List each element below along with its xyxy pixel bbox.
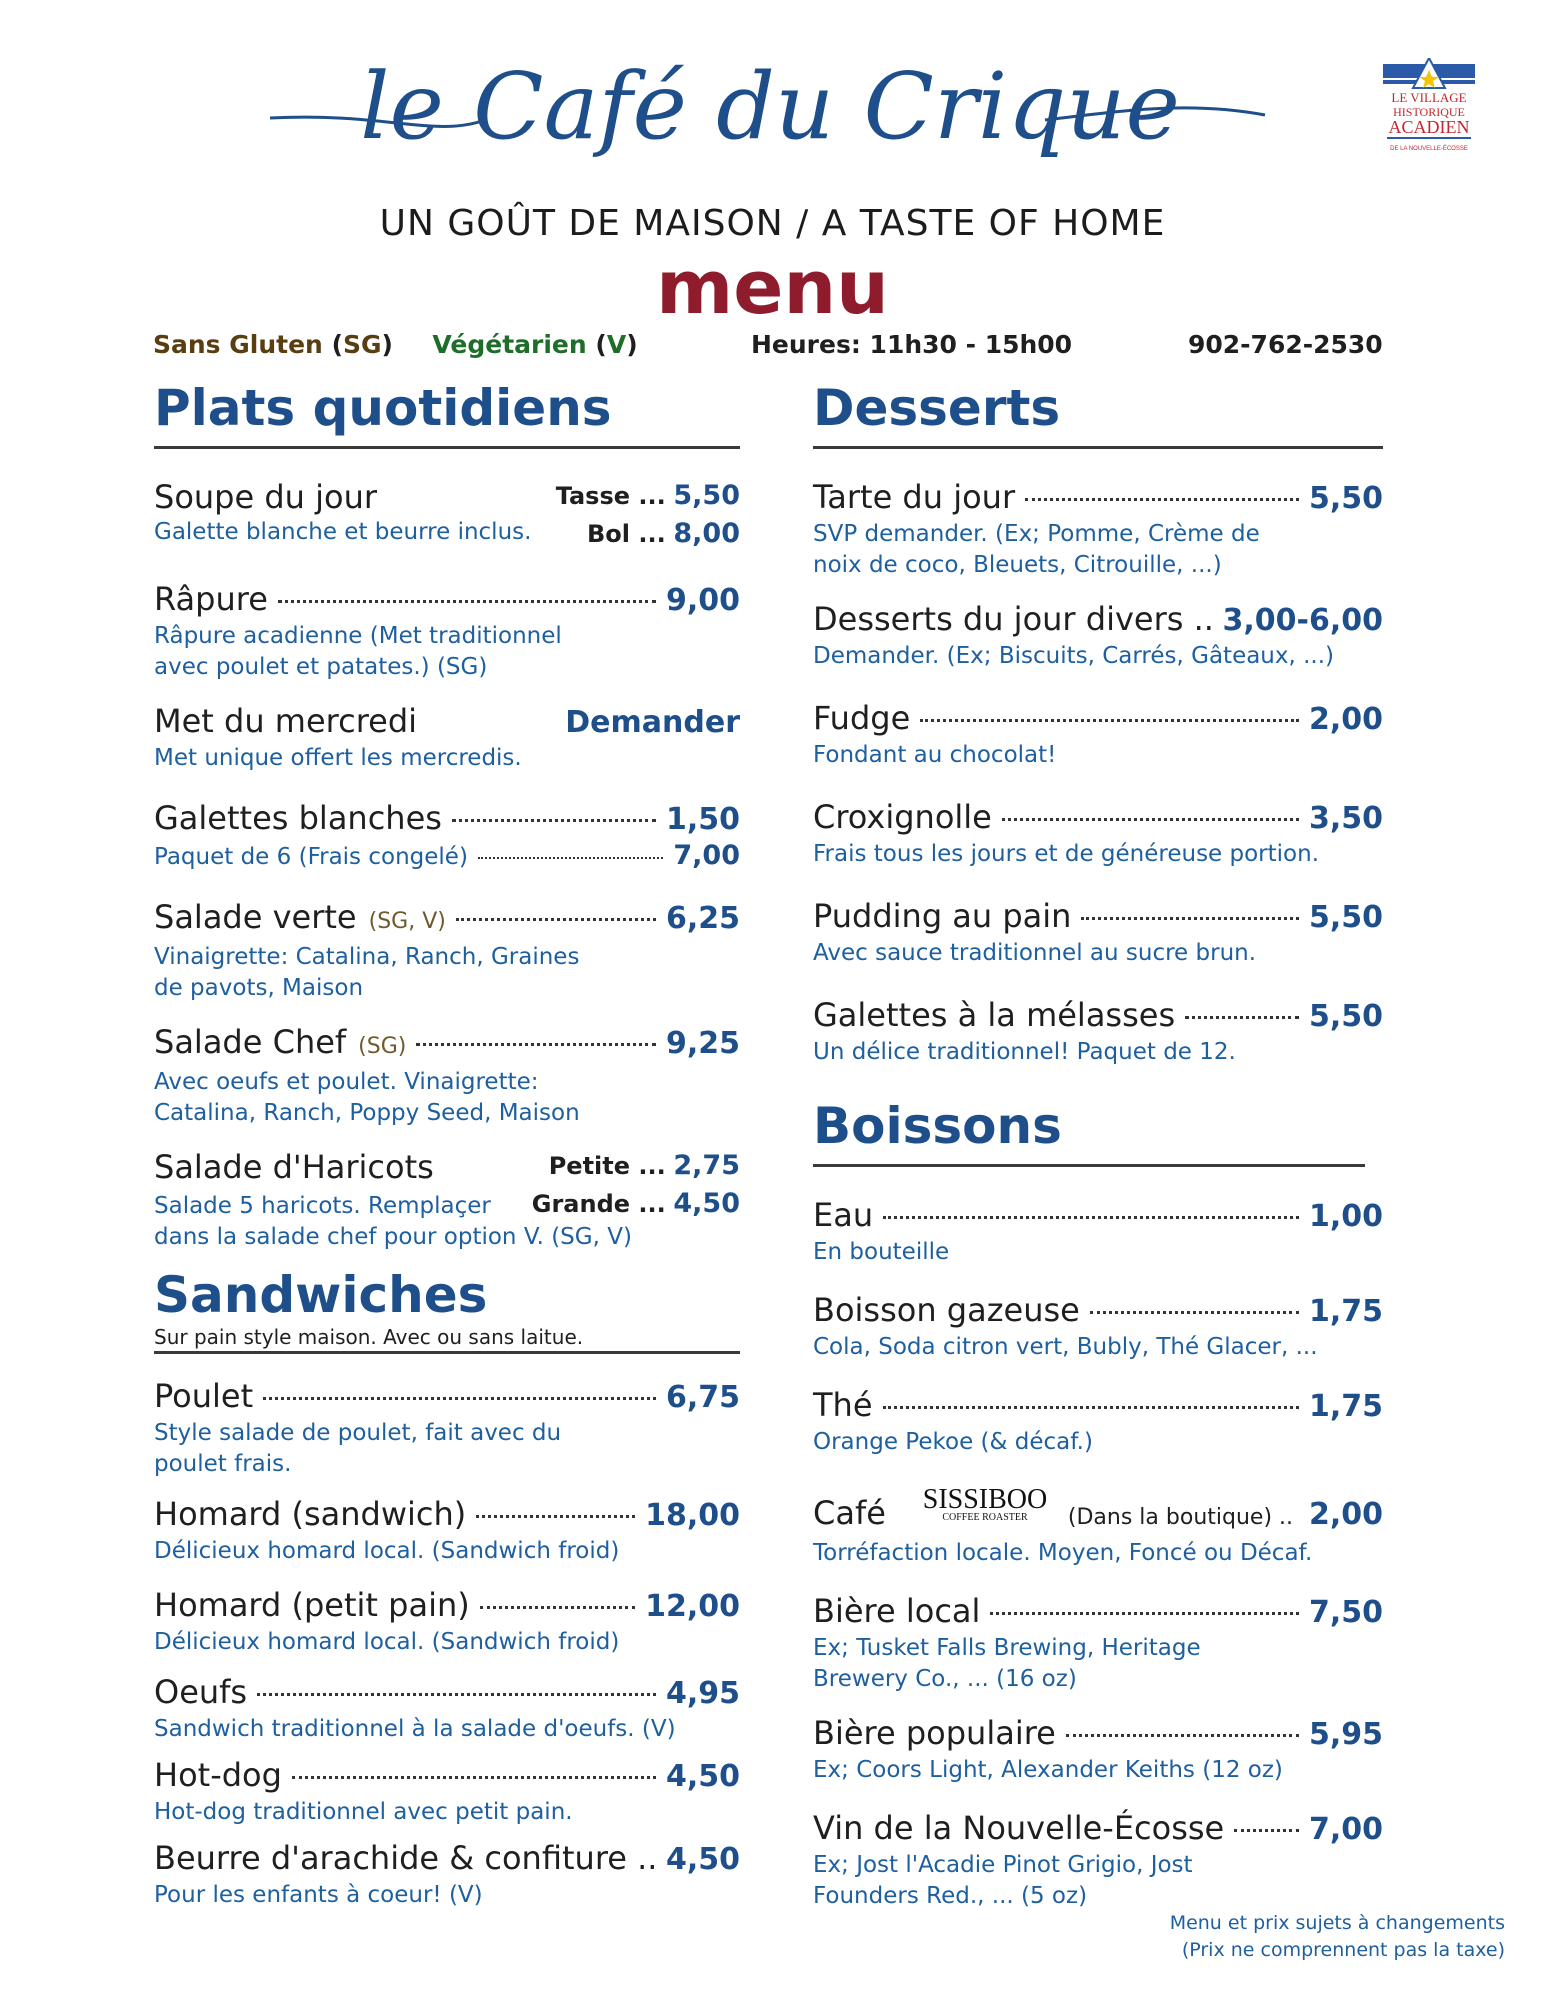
cafe-script-text: le Café du Crique: [360, 53, 1180, 160]
section-rule: [154, 446, 740, 449]
footer-line2: (Prix ne comprennent pas la taxe): [1181, 1939, 1505, 1961]
item-name: Salade Chef: [154, 1023, 347, 1061]
item-desc: avec poulet et patates.) (SG): [154, 654, 488, 680]
gluten-code: SG: [343, 330, 382, 359]
menu-item-rapure: [154, 579, 740, 683]
item-price: 2,00: [1308, 1497, 1383, 1532]
item-name: Vin de la Nouvelle-Écosse: [813, 1809, 1225, 1847]
item-desc: SVP demander. (Ex; Pomme, Crème de: [813, 521, 1260, 547]
item-name: Galettes blanches: [154, 799, 442, 837]
menu-item-mercredi: [154, 701, 740, 774]
logo-line2: HISTORIQUE: [1393, 105, 1465, 119]
menu-item-eau: [813, 1195, 1383, 1268]
hours: Heures: 11h30 - 15h00: [751, 330, 1073, 359]
size-label-tasse: Tasse ...: [555, 482, 666, 510]
menu-item-homard-sandwich: [154, 1494, 740, 1567]
item-desc: Brewery Co., ... (16 oz): [813, 1666, 1077, 1692]
item-desc: Pour les enfants à coeur! (V): [154, 1882, 483, 1908]
gluten-paren-open: (: [331, 330, 344, 359]
item-desc: Orange Pekoe (& décaf.): [813, 1429, 1093, 1455]
item-desc: Paquet de 6 (Frais congelé): [154, 844, 468, 870]
section-title-plats: Plats quotidiens: [154, 379, 612, 437]
item-name: Bière local: [813, 1592, 981, 1630]
size-label-grande: Grande ...: [531, 1190, 666, 1218]
item-price: 4,95: [665, 1676, 740, 1711]
item-name: Oeufs: [154, 1673, 248, 1711]
haricots-sizes: [532, 1147, 740, 1223]
gluten-free-label: Sans Gluten: [153, 330, 323, 359]
menu-item-desserts-divers: [813, 599, 1383, 672]
menu-item-galettes-blanches: [154, 798, 740, 873]
item-desc: noix de coco, Bleuets, Citrouille, ...): [813, 552, 1222, 578]
item-price: 1,75: [1308, 1294, 1383, 1329]
item-name: Râpure: [154, 580, 268, 618]
vegetarian-code: V: [606, 330, 627, 359]
item-name: Soupe du jour: [154, 478, 378, 516]
menu-item-biere-populaire: [813, 1713, 1383, 1786]
menu-item-tarte: [813, 477, 1383, 581]
item-desc: dans la salade chef pour option V. (SG, V): [154, 1224, 632, 1250]
item-name: Boisson gazeuse: [813, 1291, 1080, 1329]
item-price: 1,75: [1308, 1389, 1383, 1424]
menu-item-the: [813, 1385, 1383, 1458]
menu-item-salade-chef: [154, 1022, 740, 1129]
cafe-script-title: [265, 20, 1275, 195]
item-desc: Galette blanche et beurre inclus.: [154, 519, 532, 545]
item-desc: Founders Red., ... (5 oz): [813, 1883, 1088, 1909]
footer-note: [1170, 1910, 1505, 1964]
item-price: 4,50: [665, 1842, 740, 1877]
right-column: [813, 378, 1383, 1912]
size-label-petite: Petite ...: [548, 1152, 666, 1180]
item-desc: Ex; Jost l'Acadie Pinot Grigio, Jost: [813, 1852, 1193, 1878]
menu-item-fudge: [813, 698, 1383, 771]
phone-number: 902-762-2530: [1188, 330, 1383, 359]
item-diet-note: (SG, V): [368, 909, 446, 934]
item-price: 12,00: [645, 1589, 740, 1624]
left-column: [154, 378, 740, 1911]
item-price: 6,75: [665, 1380, 740, 1415]
item-price: 9,25: [665, 1026, 740, 1061]
item-price: 9,00: [665, 583, 740, 618]
menu-item-oeufs: [154, 1672, 740, 1745]
item-price: 5,50: [1308, 999, 1383, 1034]
price-grande: 4,50: [673, 1188, 740, 1219]
menu-item-boisson-gazeuse: [813, 1290, 1383, 1363]
menu-item-galettes-melasses: [813, 995, 1383, 1068]
tagline: UN GOÛT DE MAISON / A TASTE OF HOME: [379, 203, 1166, 244]
price-bol: 8,00: [673, 518, 740, 549]
item-name: Galettes à la mélasses: [813, 996, 1176, 1034]
item-desc: Fondant au chocolat!: [813, 742, 1057, 768]
item-desc: Ex; Tusket Falls Brewing, Heritage: [813, 1635, 1201, 1661]
sandwiches-subtitle: Sur pain style maison. Avec ou sans laitue.: [154, 1325, 584, 1349]
item-name: Homard (sandwich): [154, 1495, 467, 1533]
item-desc: Avec sauce traditionnel au sucre brun.: [813, 940, 1257, 966]
item-price: 7,00: [1308, 1812, 1383, 1847]
item-desc: En bouteille: [813, 1239, 950, 1265]
logo-line4: DE LA NOUVELLE-ÉCOSSE: [1390, 146, 1468, 152]
item-price: 1,00: [1308, 1199, 1383, 1234]
menu-item-pudding: [813, 896, 1383, 969]
item-desc: Met unique offert les mercredis.: [154, 745, 522, 771]
item-name: Bière populaire: [813, 1714, 1056, 1752]
menu-item-salade-haricots: [154, 1147, 740, 1251]
logo-line3: ACADIEN: [1388, 117, 1470, 137]
item-name: Beurre d'arachide & confiture ..: [154, 1839, 658, 1877]
item-desc: Délicieux homard local. (Sandwich froid): [154, 1538, 620, 1564]
item-sub-price: 7,00: [673, 840, 740, 871]
dietary-legend: Sans Gluten (SG) Végétarien (V): [153, 330, 638, 359]
item-desc: Délicieux homard local. (Sandwich froid): [154, 1629, 620, 1655]
item-desc: Vinaigrette: Catalina, Ranch, Graines: [154, 944, 580, 970]
menu-item-poulet: [154, 1376, 740, 1480]
section-rule: [813, 446, 1383, 449]
item-price: 5,50: [1308, 481, 1383, 516]
item-price: 3,00-6,00: [1222, 603, 1383, 638]
item-desc: de pavots, Maison: [154, 975, 364, 1001]
logo-line1: LE VILLAGE: [1391, 90, 1467, 105]
item-desc: Hot-dog traditionnel avec petit pain.: [154, 1799, 573, 1825]
item-diet-note: (SG): [358, 1034, 407, 1059]
item-desc: Style salade de poulet, fait avec du: [154, 1420, 562, 1446]
item-desc: Demander. (Ex; Biscuits, Carrés, Gâteaux, ...): [813, 643, 1335, 669]
item-desc: Un délice traditionnel! Paquet de 12.: [813, 1039, 1236, 1065]
item-price: 1,50: [665, 802, 740, 837]
menu-item-biere-local: [813, 1591, 1383, 1695]
item-price: 2,00: [1308, 702, 1383, 737]
item-name: Café: [813, 1494, 886, 1532]
section-rule: [154, 1351, 740, 1354]
item-desc: poulet frais.: [154, 1451, 292, 1477]
price-tasse: 5,50: [673, 480, 740, 511]
item-name: Hot-dog: [154, 1756, 282, 1794]
menu-heading: menu: [656, 245, 889, 331]
menu-item-homard-petit-pain: [154, 1585, 740, 1658]
item-desc: Avec oeufs et poulet. Vinaigrette:: [154, 1069, 539, 1095]
item-name: Eau: [813, 1196, 874, 1234]
footer-line1: Menu et prix sujets à changements: [1169, 1912, 1505, 1934]
item-price: 18,00: [645, 1498, 740, 1533]
item-desc: Ex; Coors Light, Alexander Keiths (12 oz): [813, 1757, 1283, 1783]
item-desc: Sandwich traditionnel à la salade d'oeufs. (V): [154, 1716, 676, 1742]
soupe-sizes: [556, 477, 740, 553]
item-name: Desserts du jour divers ..: [813, 600, 1214, 638]
menu-item-beurre-arachide: [154, 1838, 740, 1911]
section-title-boissons: Boissons: [813, 1097, 1062, 1155]
item-name: Homard (petit pain): [154, 1586, 470, 1624]
sissiboo-sub: COFFEE ROASTER: [942, 1512, 1028, 1523]
section-rule: [813, 1164, 1365, 1167]
item-desc: Frais tous les jours et de généreuse portion.: [813, 841, 1320, 867]
item-name: Salade d'Haricots: [154, 1148, 434, 1186]
vegetarian-label: Végétarien: [432, 330, 587, 359]
size-label-bol: Bol ...: [587, 520, 666, 548]
item-name: Poulet: [154, 1377, 254, 1415]
menu-item-salade-verte: [154, 897, 740, 1004]
sissiboo-logo: [914, 1480, 1056, 1524]
menu-item-croxignolle: [813, 797, 1383, 870]
item-price: 4,50: [665, 1759, 740, 1794]
menu-item-soupe: [154, 477, 740, 565]
price-petite: 2,75: [673, 1150, 740, 1181]
menu-item-vin: [813, 1808, 1383, 1912]
menu-item-cafe: [813, 1480, 1383, 1569]
section-title-desserts: Desserts: [813, 379, 1061, 437]
village-acadien-logo: [1383, 58, 1475, 170]
cafe-note: (Dans la boutique) ..: [1067, 1505, 1294, 1530]
item-price: 5,50: [1308, 900, 1383, 935]
menu-item-hot-dog: [154, 1755, 740, 1828]
item-price: Demander: [565, 705, 740, 740]
item-desc: Catalina, Ranch, Poppy Seed, Maison: [154, 1100, 580, 1126]
item-name: Tarte du jour: [813, 478, 1016, 516]
item-name: Croxignolle: [813, 798, 992, 836]
item-name: Thé: [813, 1386, 873, 1424]
item-name: Met du mercredi: [154, 702, 418, 740]
item-desc: Cola, Soda citron vert, Bubly, Thé Glacer, ...: [813, 1334, 1318, 1360]
sissiboo-brand: SISSIBOO: [922, 1484, 1048, 1515]
item-desc: Salade 5 haricots. Remplaçer: [154, 1193, 491, 1219]
item-desc: Râpure acadienne (Met traditionnel: [154, 623, 562, 649]
item-price: 5,95: [1308, 1717, 1383, 1752]
item-price: 6,25: [665, 901, 740, 936]
item-price: 3,50: [1308, 801, 1383, 836]
section-title-sandwiches: Sandwiches: [154, 1266, 488, 1324]
item-name: Pudding au pain: [813, 897, 1072, 935]
item-name: Salade verte: [154, 898, 357, 936]
item-desc: Torréfaction locale. Moyen, Foncé ou Décaf.: [813, 1540, 1313, 1566]
item-price: 7,50: [1308, 1595, 1383, 1630]
item-name: Fudge: [813, 699, 911, 737]
